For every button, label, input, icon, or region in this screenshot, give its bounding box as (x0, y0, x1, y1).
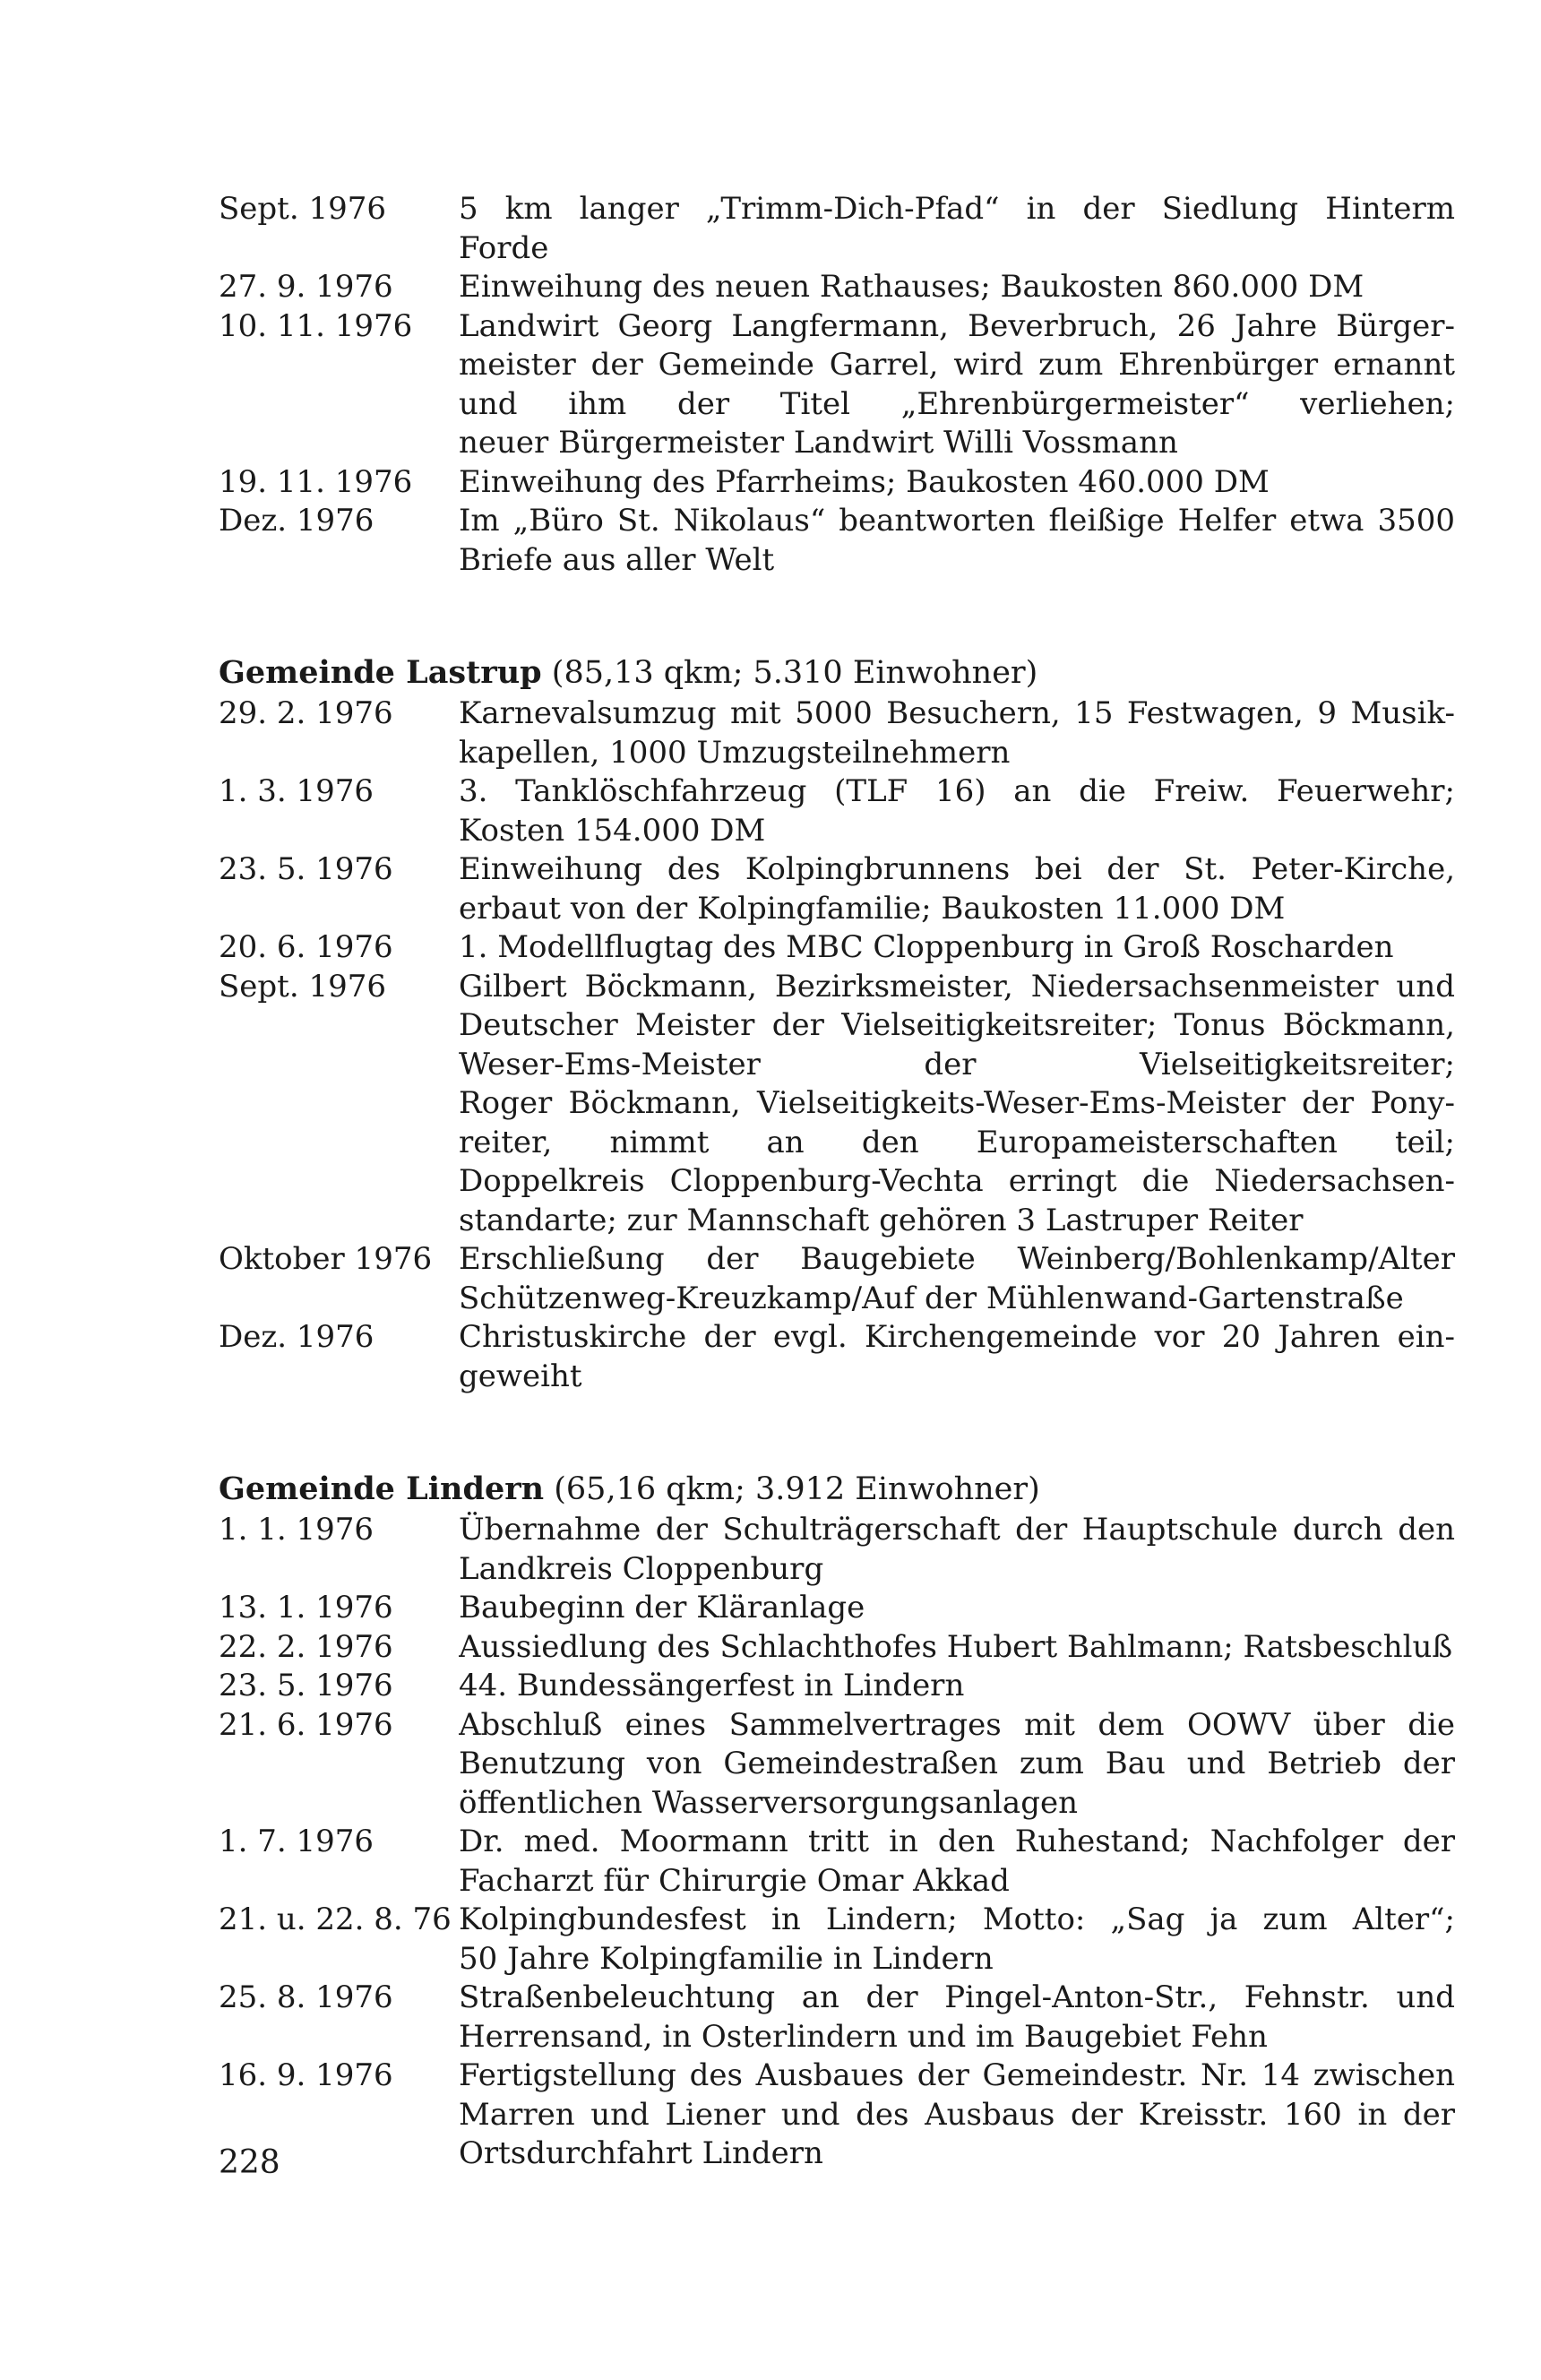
chronicle-entry (219, 1901, 1455, 1979)
entry-date: 23. 5. 1976 (219, 1668, 393, 1703)
municipality-details: (85,13 qkm; 5.310 Einwohner) (551, 655, 1038, 691)
entry-date: 22. 2. 1976 (219, 1628, 393, 1665)
chronicle-entry (219, 1240, 1455, 1318)
sections-container (219, 190, 1455, 2174)
entry-text-line: Weser-Ems-Meister der Vielseitigkeitsreiter; (459, 1046, 1455, 1082)
entry-text-line: Forde (459, 229, 549, 266)
entry-text (459, 1979, 1455, 2057)
municipality-name: Gemeinde Lindern (219, 1470, 545, 1507)
entry-text-line: Einweihung des neuen Rathauses; Baukosten 860.000 DM (459, 269, 1365, 305)
entry-text-line: und ihm der Titel „Ehrenbürgermeister“ verliehen; (459, 385, 1455, 422)
chronicle-entry (219, 2057, 1455, 2174)
entry-text (459, 1589, 1455, 1628)
entry-date: Dez. 1976 (219, 1319, 374, 1355)
entry-date: 21. 6. 1976 (219, 1706, 393, 1743)
entry-date: Oktober 1976 (219, 1241, 433, 1277)
entry-text-line: Benutzung von Gemeindestraßen zum Bau und Betrieb der (459, 1746, 1455, 1781)
entry-text-line: neuer Bürgermeister Landwirt Willi Vossmann (459, 425, 1178, 461)
chronicle-entry (219, 928, 1455, 968)
entry-text-line: meister der Gemeinde Garrel, wird zum Ehrenbürger ernannt (459, 347, 1455, 383)
entry-text-line: erbaut von der Kolpingfamilie; Baukosten 11.000 DM (459, 890, 1286, 927)
entry-date: 23. 5. 1976 (219, 851, 393, 887)
entry-text-line: Schützenweg-Kreuzkamp/Auf der Mühlenwand-Gartenstraße (459, 1280, 1404, 1316)
entry-text (459, 1823, 1455, 1901)
entry-text-line: 44. Bundessängerfest in Lindern (459, 1668, 965, 1703)
entry-text-line: Aussiedlung des Schlachthofes Hubert Bahlmann; Ratsbeschluß (459, 1628, 1453, 1665)
chronicle-entry (219, 1667, 1455, 1706)
entry-text-line: Briefe aus aller Welt (459, 541, 775, 578)
entry-date: 27. 9. 1976 (219, 269, 393, 305)
section-heading (219, 1470, 1455, 1509)
entry-text-line: Abschluß eines Sammelvertrages mit dem OOWV über die (459, 1706, 1455, 1743)
entry-date: 29. 2. 1976 (219, 695, 393, 731)
entry-text-line: kapellen, 1000 Umzugsteilnehmern (459, 734, 1011, 771)
entry-text-line: geweiht (459, 1358, 582, 1394)
chronicle-page (219, 190, 1455, 2174)
entry-text-line: Landwirt Georg Langfermann, Beverbruch, 26 Jahre Bürger- (459, 307, 1455, 344)
municipality-name: Gemeinde Lastrup (219, 654, 542, 691)
entry-text-line: Erschließung der Baugebiete Weinberg/Bohlenkamp/Alter (459, 1241, 1455, 1277)
chronicle-section (219, 653, 1455, 1396)
entry-text-line: standarte; zur Mannschaft gehören 3 Lastruper Reiter (459, 1202, 1304, 1238)
entry-text (459, 1628, 1455, 1668)
entry-date: 19. 11. 1976 (219, 463, 413, 500)
entry-text-line: Landkreis Cloppenburg (459, 1550, 824, 1587)
entry-text-line: Doppelkreis Cloppenburg-Vechta erringt die Niedersachsen- (459, 1163, 1455, 1199)
page-number: 228 (219, 2144, 280, 2181)
entry-text-line: Facharzt für Chirurgie Omar Akkad (459, 1862, 1010, 1899)
entry-text-line: Fertigstellung des Ausbaues der Gemeindestr. Nr. 14 zwischen (459, 2057, 1455, 2093)
entry-text (459, 463, 1455, 503)
entry-text (459, 1901, 1455, 1979)
entry-date: 16. 9. 1976 (219, 2057, 393, 2093)
chronicle-section (219, 190, 1455, 580)
entry-date: 10. 11. 1976 (219, 307, 413, 344)
entry-date: 20. 6. 1976 (219, 929, 393, 965)
entry-text-line: Gilbert Böckmann, Bezirksmeister, Niedersachsenmeister und (459, 968, 1455, 1005)
entry-date: Sept. 1976 (219, 191, 386, 227)
entry-text (459, 502, 1455, 580)
section-heading (219, 653, 1455, 693)
entry-text (459, 190, 1455, 268)
entry-text-line: Marren und Liener und des Ausbaus der Kreisstr. 160 in der (459, 2096, 1455, 2133)
entry-date: Dez. 1976 (219, 503, 374, 539)
entry-text-line: Einweihung des Kolpingbrunnens bei der St. Peter-Kirche, (459, 851, 1455, 887)
entry-text (459, 1511, 1455, 1589)
entry-text-line: Baubeginn der Kläranlage (459, 1590, 865, 1625)
entry-text-line: Herrensand, in Osterlindern und im Baugebiet Fehn (459, 2018, 1268, 2055)
chronicle-entry (219, 1823, 1455, 1901)
entry-date: 25. 8. 1976 (219, 1979, 393, 2015)
chronicle-entry (219, 1706, 1455, 1824)
entry-text-line: Kolpingbundesfest in Lindern; Motto: „Sag ja zum Alter“; (459, 1901, 1455, 1937)
entry-text (459, 968, 1455, 1241)
entry-text-line: Im „Büro St. Nikolaus“ beantworten fleißige Helfer etwa 3500 (459, 503, 1455, 539)
chronicle-entry (219, 968, 1455, 1241)
entry-text (459, 268, 1455, 307)
chronicle-entry (219, 190, 1455, 268)
entry-text-line: reiter, nimmt an den Europameisterschaften teil; (459, 1124, 1455, 1160)
entry-text (459, 1318, 1455, 1396)
entry-text-line: 5 km langer „Trimm-Dich-Pfad“ in der Siedlung Hinterm (459, 191, 1455, 227)
entry-text-line: Kosten 154.000 DM (459, 812, 766, 849)
chronicle-entry (219, 502, 1455, 580)
entry-text-line: 50 Jahre Kolpingfamilie in Lindern (459, 1940, 994, 1977)
entry-text-line: öffentlichen Wasserversorgungsanlagen (459, 1784, 1078, 1821)
chronicle-section (219, 1470, 1455, 2174)
entry-date: 21. u. 22. 8. 76 (219, 1901, 452, 1937)
entry-text-line: Übernahme der Schulträgerschaft der Hauptschule durch den (459, 1512, 1455, 1548)
entry-text-line: 3. Tanklöschfahrzeug (TLF 16) an die Freiw. Feuerwehr; (459, 773, 1455, 809)
entry-date: Sept. 1976 (219, 968, 386, 1005)
entry-text (459, 850, 1455, 928)
entry-text (459, 772, 1455, 850)
chronicle-entry (219, 694, 1455, 772)
chronicle-entry (219, 1511, 1455, 1589)
entry-text (459, 2057, 1455, 2174)
chronicle-entry (219, 1589, 1455, 1628)
entry-date: 1. 1. 1976 (219, 1512, 374, 1548)
entry-text (459, 694, 1455, 772)
entry-text-line: Straßenbeleuchtung an der Pingel-Anton-Str., Fehnstr. und (459, 1979, 1455, 2015)
municipality-details: (65,16 qkm; 3.912 Einwohner) (554, 1471, 1040, 1507)
chronicle-entry (219, 850, 1455, 928)
chronicle-entry (219, 268, 1455, 307)
chronicle-entry (219, 1979, 1455, 2057)
entry-text (459, 307, 1455, 463)
entry-text-line: Einweihung des Pfarrheims; Baukosten 460.000 DM (459, 463, 1270, 500)
entry-text-line: Deutscher Meister der Vielseitigkeitsreiter; Tonus Böckmann, (459, 1007, 1455, 1043)
entry-text-line: Ortsdurchfahrt Lindern (459, 2135, 823, 2171)
entry-date: 13. 1. 1976 (219, 1590, 393, 1625)
chronicle-entry (219, 772, 1455, 850)
entry-text-line: 1. Modellflugtag des MBC Cloppenburg in Groß Roscharden (459, 929, 1394, 965)
entry-text (459, 1240, 1455, 1318)
chronicle-entry (219, 307, 1455, 463)
entry-text-line: Dr. med. Moormann tritt in den Ruhestand; Nachfolger der (459, 1824, 1455, 1859)
entry-text-line: Christuskirche der evgl. Kirchengemeinde vor 20 Jahren ein- (459, 1319, 1455, 1355)
entry-text (459, 928, 1455, 968)
chronicle-entry (219, 1318, 1455, 1396)
entry-date: 1. 7. 1976 (219, 1824, 374, 1859)
chronicle-entry (219, 463, 1455, 503)
entry-text-line: Karnevalsumzug mit 5000 Besuchern, 15 Festwagen, 9 Musik- (459, 695, 1455, 731)
entry-text (459, 1667, 1455, 1706)
entry-date: 1. 3. 1976 (219, 773, 374, 809)
entry-text (459, 1706, 1455, 1824)
chronicle-entry (219, 1628, 1455, 1668)
entry-text-line: Roger Böckmann, Vielseitigkeits-Weser-Ems-Meister der Pony- (459, 1085, 1455, 1121)
